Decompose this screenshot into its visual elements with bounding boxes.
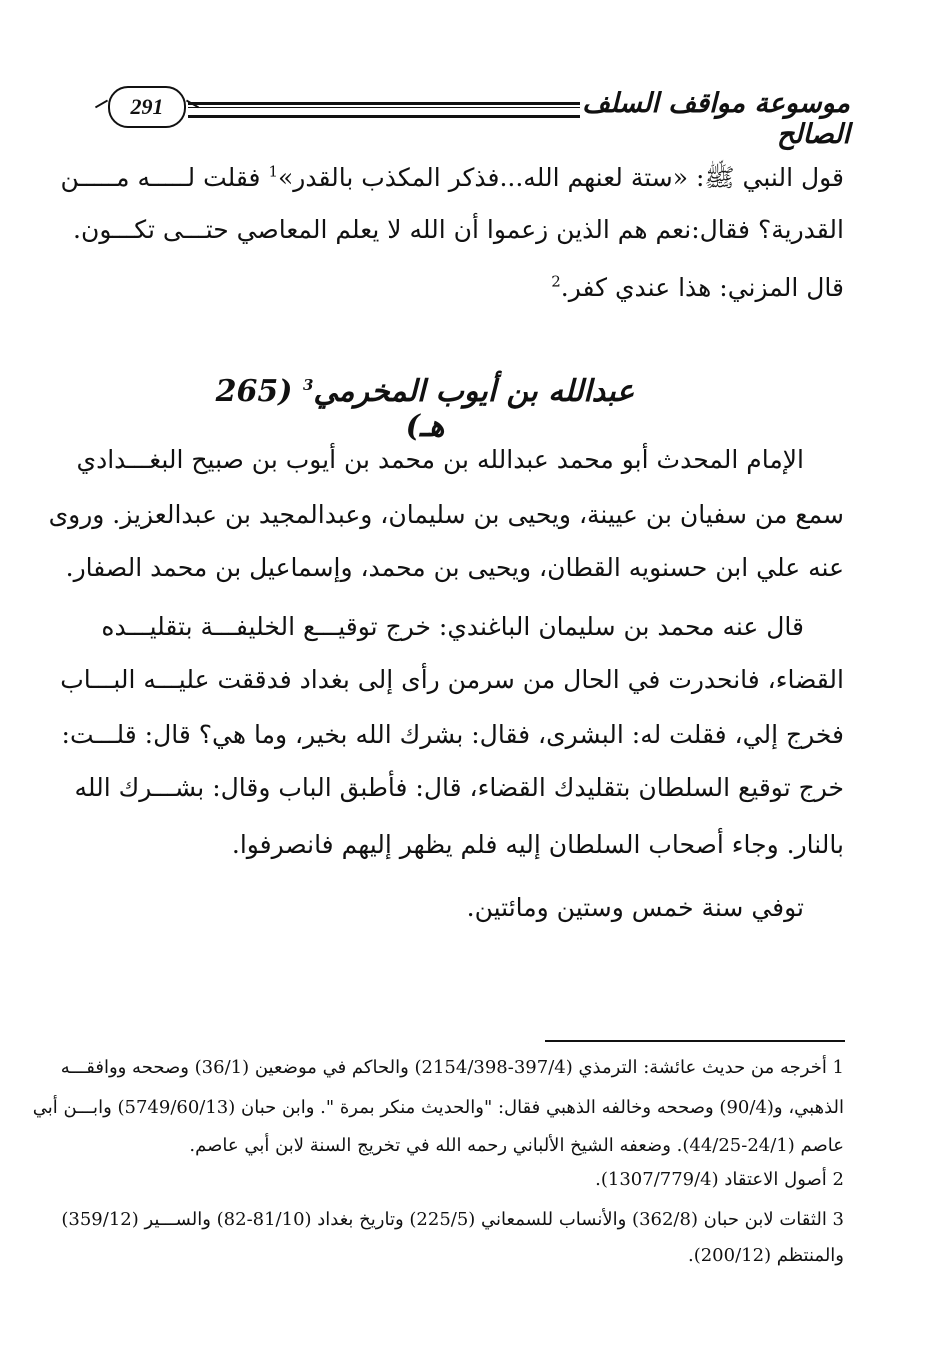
- text-line-1: [60, 158, 844, 198]
- text-line-1-tail: فقلت لـــــه مـــــن: [60, 163, 261, 192]
- page-number: 291: [130, 94, 164, 119]
- text-line-3-main: قال المزني: هذا عندي كفر.: [560, 273, 844, 302]
- body-line-5: القضاء، فانحدرت في الحال من سرمن رأى إلى بغداد فدققت عليـــه البـــاب: [60, 665, 844, 694]
- footnote-1-line-2: الذهبي، و(90/4) وصححه وخالفه الذهبي فقال: "والحديث منكر بمرة ". وابن حبان (5749/60/13) وابـــن أبي: [32, 1097, 844, 1118]
- footnote-ref-3: 3: [302, 376, 314, 394]
- footnote-2: 2 أصول الاعتقاد (1307/779/4).: [595, 1169, 844, 1190]
- section-title: عبدالله بن أيوب المخرمي: [313, 374, 635, 409]
- body-line-8: بالنار. وجاء أصحاب السلطان إليه فلم يظهر إليهم فانصرفوا.: [231, 830, 844, 859]
- footnote-separator: [545, 1040, 845, 1042]
- text-line-1-main: قول النبي ﷺ: «ستة لعنهم الله...فذكر المكذب بالقدر»: [277, 163, 844, 192]
- body-line-2: سمع من سفيان بن عيينة، ويحيى بن سليمان، وعبدالمجيد بن عبدالعزيز. وروى: [48, 500, 844, 529]
- footnote-ref-2: 2: [551, 272, 561, 291]
- body-line-9: توفي سنة خمس وستين ومائتين.: [466, 893, 804, 922]
- section-heading: [200, 374, 650, 444]
- body-line-4: قال عنه محمد بن سليمان الباغندي: خرج توقيـــع الخليفـــة بتقليـــده: [101, 612, 804, 641]
- text-line-3: [104, 268, 844, 308]
- body-line-3: عنه علي ابن حسنويه القطان، ويحيى بن محمد، وإسماعيل بن محمد الصفار.: [65, 553, 844, 582]
- footnote-1-line-3: عاصم (24/1-44/25). وضعفه الشيخ الألباني رحمه الله في تخريج السنة لابن أبي عاصم.: [189, 1135, 844, 1156]
- header-rule: [188, 102, 580, 118]
- series-title: موسوعة مواقف السلف الصالح: [582, 88, 850, 150]
- section-date: (265 هـ): [215, 374, 445, 444]
- footnote-1-line-1: 1 أخرجه من حديث عائشة: الترمذي (397/4-2154/398) والحاكم في موضعين (36/1) وصححه ووافقـــه: [60, 1057, 844, 1078]
- page-header: [100, 78, 850, 150]
- footnote-3-line-2: والمنتظم (200/12).: [687, 1245, 844, 1266]
- body-line-1: الإمام المحدث أبو محمد عبدالله بن محمد بن أيوب بن صبيح البغـــدادي: [76, 445, 804, 474]
- body-line-6: فخرج إلي، فقلت له: البشرى، فقال: بشرك الله بخير، وما هي؟ قال: قلـــت:: [61, 720, 844, 749]
- body-line-7: خرج توقيع السلطان بتقليدك القضاء، قال: فأطبق الباب وقال: بشـــرك الله: [74, 773, 844, 802]
- footnote-ref-1: 1: [268, 162, 278, 181]
- text-line-2: القدرية؟ فقال:نعم هم الذين زعموا أن الله لا يعلم المعاصي حتـــى تكـــون.: [73, 215, 844, 244]
- page-number-badge: [108, 86, 186, 128]
- footnote-3-line-1: 3 الثقات لابن حبان (362/8) والأنساب للسمعاني (225/5) وتاريخ بغداد (81/10-82) والســـير (359/12): [61, 1209, 844, 1230]
